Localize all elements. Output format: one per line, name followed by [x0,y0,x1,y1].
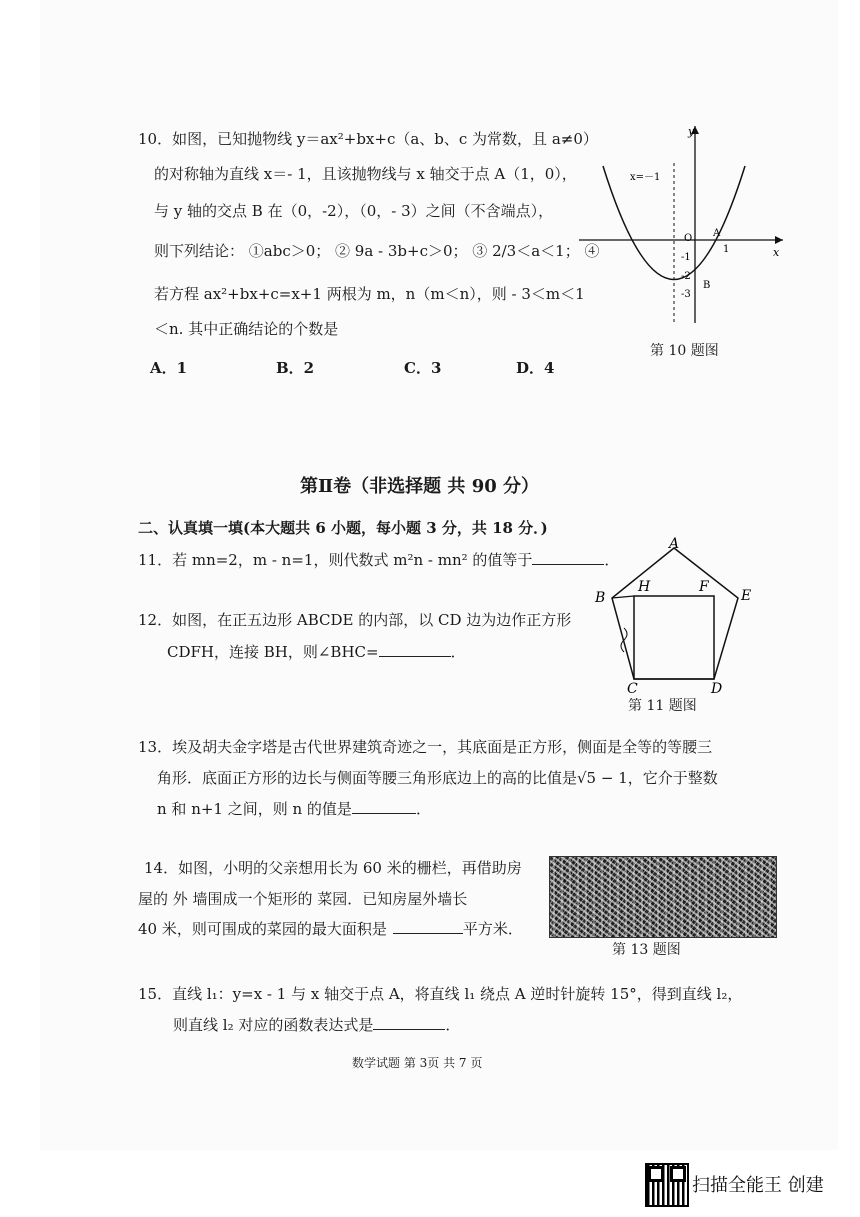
q13-line2: 角形．底面正方形的边长与侧面等腰三角形底边上的高的比值是√5 − 1，它介于整数 [157,769,718,787]
q10-origin-label: O [684,233,693,244]
qr-code-icon [645,1163,689,1207]
q10-symmetry-label: x=－1 [630,172,661,183]
q12-line2: CDFH，连接 BH，则∠BHC= ． [167,643,466,661]
q10-line3: 与 y 轴的交点 B 在（0，-2），（0，- 3）之间（不含端点）， [154,202,554,220]
q12-label-c: C [627,681,638,694]
q10-option-b: B．2 [276,359,315,377]
q12-label-d: D [711,681,723,694]
q10-tick-m1: -1 [681,252,691,263]
q12-pentagon-figure [592,536,762,694]
q14-line2: 屋的 外 墙围成一个矩形的 菜园．已知房屋外墙长 [138,890,468,908]
q10-caption: 第 10 题图 [650,343,719,359]
q10-parabola-figure [575,118,790,328]
q10-point-b-label: B [703,280,711,291]
q10-axis-x-label: x [773,246,780,259]
q14-garden-photo [549,856,777,938]
q12-line1: 12．如图，在正五边形 ABCDE 的内部，以 CD 边为边作正方形 [138,611,572,629]
q12-label-f: F [699,579,709,595]
q10-tick-m2: -2 [681,271,691,282]
q10-tick-m3: -3 [681,289,691,300]
q12-label-a: A [669,536,680,552]
q10-axis-y-label: y [688,125,695,138]
q10-option-c: C．3 [404,359,442,377]
q12-label-b: B [595,590,606,606]
q10-option-d: D．4 [516,359,555,377]
q10-line2: 的对称轴为直线 x＝- 1，且该抛物线与 x 轴交于点 A（1，0）， [154,165,577,183]
q13-answer-blank [352,799,416,814]
q10-line6: ＜n. 其中正确结论的个数是 [154,320,339,338]
q12-caption: 第 11 题图 [628,698,697,714]
q15-answer-blank [373,1015,445,1030]
q10-tick-1: 1 [723,244,730,255]
q14-line1: 14．如图，小明的父亲想用长为 60 米的栅栏，再借助房 [144,859,522,877]
q11-text: 11．若 mn=2，m - n=1，则代数式 m²n - mn² 的值等于 ． [138,551,620,569]
q14-answer-blank [393,919,463,934]
section-title: 第Ⅱ卷（非选择题 共 90 分） [300,476,540,497]
part-two-header: 二、认真填一填(本大题共 6 小题，每小题 3 分，共 18 分．) [138,519,548,537]
q12-label-h: H [638,579,651,595]
q10-point-a-label: A [713,228,721,239]
q13-line3: n 和 n+1 之间，则 n 的值是 ． [157,800,431,818]
q10-line1: 10．如图，已知抛物线 y＝ax²+bx+c（a、b、c 为常数，且 a≠0） [138,130,598,148]
q13-line1: 13．埃及胡夫金字塔是古代世界建筑奇迹之一，其底面是正方形，侧面是全等的等腰三 [138,738,713,756]
q12-label-e: E [741,588,752,604]
page-footer: 数学试题 第 3页 共 7 页 [352,1056,483,1070]
q10-option-a: A．1 [150,359,188,377]
q14-caption: 第 13 题图 [612,942,681,958]
q15-line1: 15．直线 l₁：y=x - 1 与 x 轴交于点 A，将直线 l₁ 绕点 A 逆时针旋转 15°，得到直线 l₂， [138,985,743,1003]
q10-line4: 则下列结论： ①abc＞0； ② 9a - 3b+c＞0； ③ 2/3＜a＜1； ④ [154,242,600,260]
q15-line2: 则直线 l₂ 对应的函数表达式是 ． [173,1016,461,1034]
q14-line3: 40 米，则可围成的菜园的最大面积是 平方米． [138,920,523,938]
scanner-watermark: 扫描全能王 创建 [692,1175,824,1196]
q12-answer-blank [379,642,451,657]
q10-line5: 若方程 ax²+bx+c=x+1 两根为 m，n（m＜n），则 - 3＜m＜1 [154,285,585,303]
